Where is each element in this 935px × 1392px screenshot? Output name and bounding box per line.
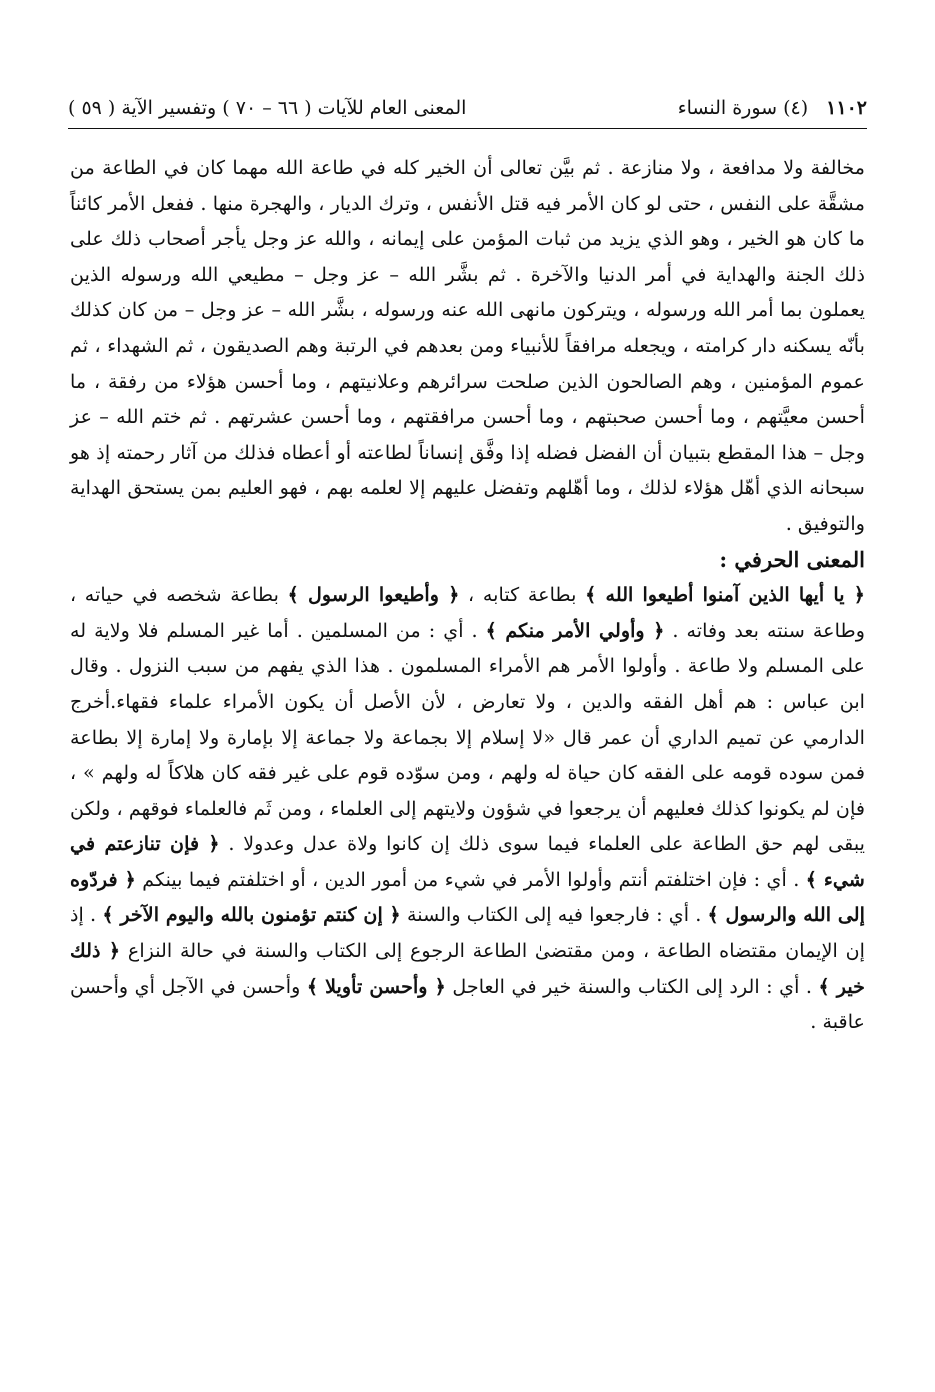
quran-quote: ﴿ ذلك خير ﴾: [70, 939, 865, 998]
commentary-text: . أي : من المسلمين . أما غير المسلم فلا ولاية له على المسلم ولا طاعة . وأولوا الأمر هم الأمراء المسلمون . هذا الذي يفهم من سبب النزول . وقال ابن عباس : هم أهل الفقه والدين ، ولا تعارض ، لأن الأصل أن يكون الأمراء علماء فقهاء.أخرج الدارمي عن تميم الداري أن عمر قال «لا إسلام إلا بجماعة ولا جماعة إلا بإمارة ولا إمارة إلا بطاعة فمن سوده قومه على الفقه كان حياة له ولهم ، ومن سوّده قوم على غير فقه كان هلاكاً له ولهم » ، فإن لم يكونوا كذلك فعليهم أن يرجعوا في شؤون ولايتهم إلى العلماء ، ومن ثَم فالعلماء فوقهم ، ولكن يبقى لهم حق الطاعة على العلماء فيما سوى ذلك إن كانوا ولاة عدل وعدولا .: [70, 618, 866, 856]
commentary-text: . إذ إن الإيمان مقتضاه الطاعة ، ومن مقتضىٰ الطاعة الرجوع إلى الكتاب والسنة في حالة النزاع: [70, 903, 866, 963]
section-title: المعنى العام للآيات ( ٦٦ – ٧٠ ) وتفسير الآية ( ٥٩ ): [68, 97, 467, 119]
page-number: ١١٠٢: [826, 97, 867, 119]
commentary-text: . أي : فارجعوا فيه إلى الكتاب والسنة: [400, 903, 708, 927]
quran-quote: ﴿ يا أيها الذين آمنوا أطيعوا الله ﴾: [585, 583, 865, 607]
quran-quote: ﴿ وأحسن تأويلا ﴾: [306, 974, 446, 998]
quran-quote: ﴿ فإن تنازعتم في شيء ﴾: [70, 832, 865, 891]
quran-quote: ﴿ وأولي الأمر منكم ﴾: [485, 618, 665, 642]
commentary-text: . أي : الرد إلى الكتاب والسنة خير في العاجل: [445, 974, 819, 998]
surah-name: (٤) سورة النساء: [677, 97, 809, 119]
commentary-text: بطاعة شخصه في حياته ، وطاعة سنته بعد وفاته .: [70, 583, 865, 642]
commentary-text: وأحسن في الآجل أي وأحسن عاقبة .: [70, 974, 865, 1034]
commentary-text: . أي : فإن اختلفتم أنتم وأولوا الأمر في شيء من أمور الدين ، أو اختلفتم فيما بينكم: [135, 867, 806, 891]
quran-quote: ﴿ فردّوه إلى الله والرسول ﴾: [70, 867, 865, 927]
header-right: [678, 97, 867, 119]
literal-meaning-paragraph: [70, 577, 865, 1040]
page-header: [68, 88, 867, 129]
quran-quote: ﴿ إن كنتم تؤمنون بالله واليوم الآخر ﴾: [102, 903, 401, 927]
general-meaning-paragraph: مخالفة ولا مدافعة ، ولا منازعة . ثم بيَّن تعالى أن الخير كله في طاعة الله مهما كان في الطاعة من مشقَّة على النفس ، حتى لو كان الأمر فيه قتل الأنفس ، وترك الديار ، والهجرة منها . ففعل الأمر كائناً ما كان هو الخير ، وهو الذي يزيد من ثبات المؤمن على إيمانه ، والله عز وجل يأجر أصحاب ذلك على ذلك الجنة والهداية في أمر الدنيا والآخرة . ثم بشَّر الله – عز وجل – مطيعي الله ورسوله الذين يعملون بما أمر الله ورسوله ، ويتركون مانهى الله عنه ورسوله ، بشَّر الله – عز وجل – من كان كذلك بأنّه يسكنه دار كرامته ، ويجعله مرافقاً للأنبياء ومن بعدهم في الرتبة وهم الصديقون ، ثم الشهداء ، ثم عموم المؤمنين ، وهم الصالحون الذين صلحت سرائرهم وعلانيتهم ، وما أحسن هؤلاء من رفقة ، ما أحسن معيَّتهم ، وما أحسن صحبتهم ، وما أحسن مرافقتهم ، وما أحسن عشرتهم . ثم ختم الله – عز وجل – هذا المقطع بتبيان أن الفضل فضله إذا وفَّق إنساناً لطاعته أو أعطاه فذلك من آثار رحمته إذ هو سبحانه الذي أهّل هؤلاء لذلك ، وما أهّلهم وتفضل عليهم إلا لعلمه بهم ، فهو العليم بمن يستحق الهداية والتوفيق .: [70, 156, 865, 535]
commentary-text: بطاعة كتابه ،: [459, 583, 586, 607]
literal-meaning-heading: المعنى الحرفي :: [719, 546, 865, 572]
quran-quote: ﴿ وأطيعوا الرسول ﴾: [287, 583, 460, 607]
page-body: [70, 150, 865, 1040]
